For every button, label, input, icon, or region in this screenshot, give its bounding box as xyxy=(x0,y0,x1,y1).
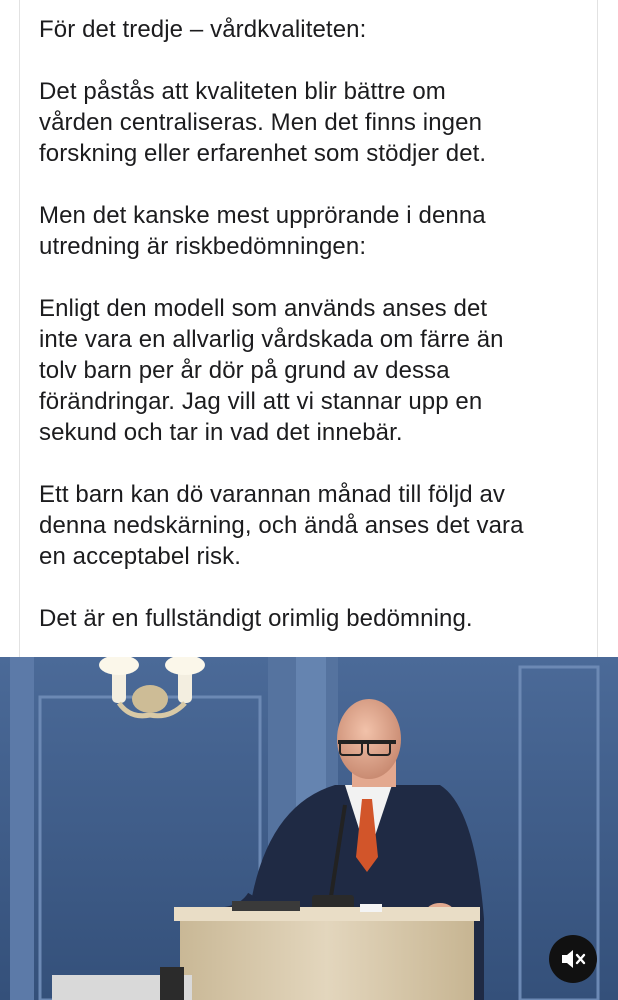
card-border-left xyxy=(19,0,20,657)
post-body xyxy=(39,14,595,665)
text-line: forskning eller erfarenhet som stödjer det. xyxy=(39,140,487,167)
lectern xyxy=(180,921,474,1000)
paragraph-2 xyxy=(39,76,595,169)
wall-panel-left xyxy=(10,657,34,1000)
text-line: en acceptabel risk. xyxy=(39,543,242,570)
card-border-right xyxy=(597,0,598,657)
video-player[interactable] xyxy=(0,657,618,1000)
paragraph-1 xyxy=(39,14,595,45)
text-line: tolv barn per år dör på grund av dessa xyxy=(39,357,450,384)
text-line: Det påstås att kvaliteten blir bättre om xyxy=(39,78,446,105)
text-line: vården centraliseras. Men det finns ingen xyxy=(39,109,483,136)
text-line: utredning är riskbedömningen: xyxy=(39,233,367,260)
text-line: Ett barn kan dö varannan månad till följd av xyxy=(39,481,506,508)
papers xyxy=(360,904,382,912)
video-frame xyxy=(0,657,618,1000)
text-line: Enligt den modell som används anses det xyxy=(39,295,488,322)
tablet xyxy=(232,901,300,911)
paragraph-5 xyxy=(39,479,595,572)
mute-button[interactable] xyxy=(549,935,597,983)
text-line: förändringar. Jag vill att vi stannar upp en xyxy=(39,388,483,415)
text-line: sekund och tar in vad det innebär. xyxy=(39,419,403,446)
speaker-muted-icon xyxy=(560,947,586,971)
text-line: Men det kanske mest upprörande i denna xyxy=(39,202,486,229)
text-line: För det tredje – vårdkvaliteten: xyxy=(39,16,367,43)
lectern-top xyxy=(174,907,480,921)
paragraph-3 xyxy=(39,200,595,262)
text-line: inte vara en allvarlig vårdskada om färre än xyxy=(39,326,504,353)
text-line: Det är en fullständigt orimlig bedömning. xyxy=(39,605,473,632)
paragraph-6 xyxy=(39,603,595,634)
paragraph-4 xyxy=(39,293,595,448)
text-line: denna nedskärning, och ändå anses det vara xyxy=(39,512,524,539)
